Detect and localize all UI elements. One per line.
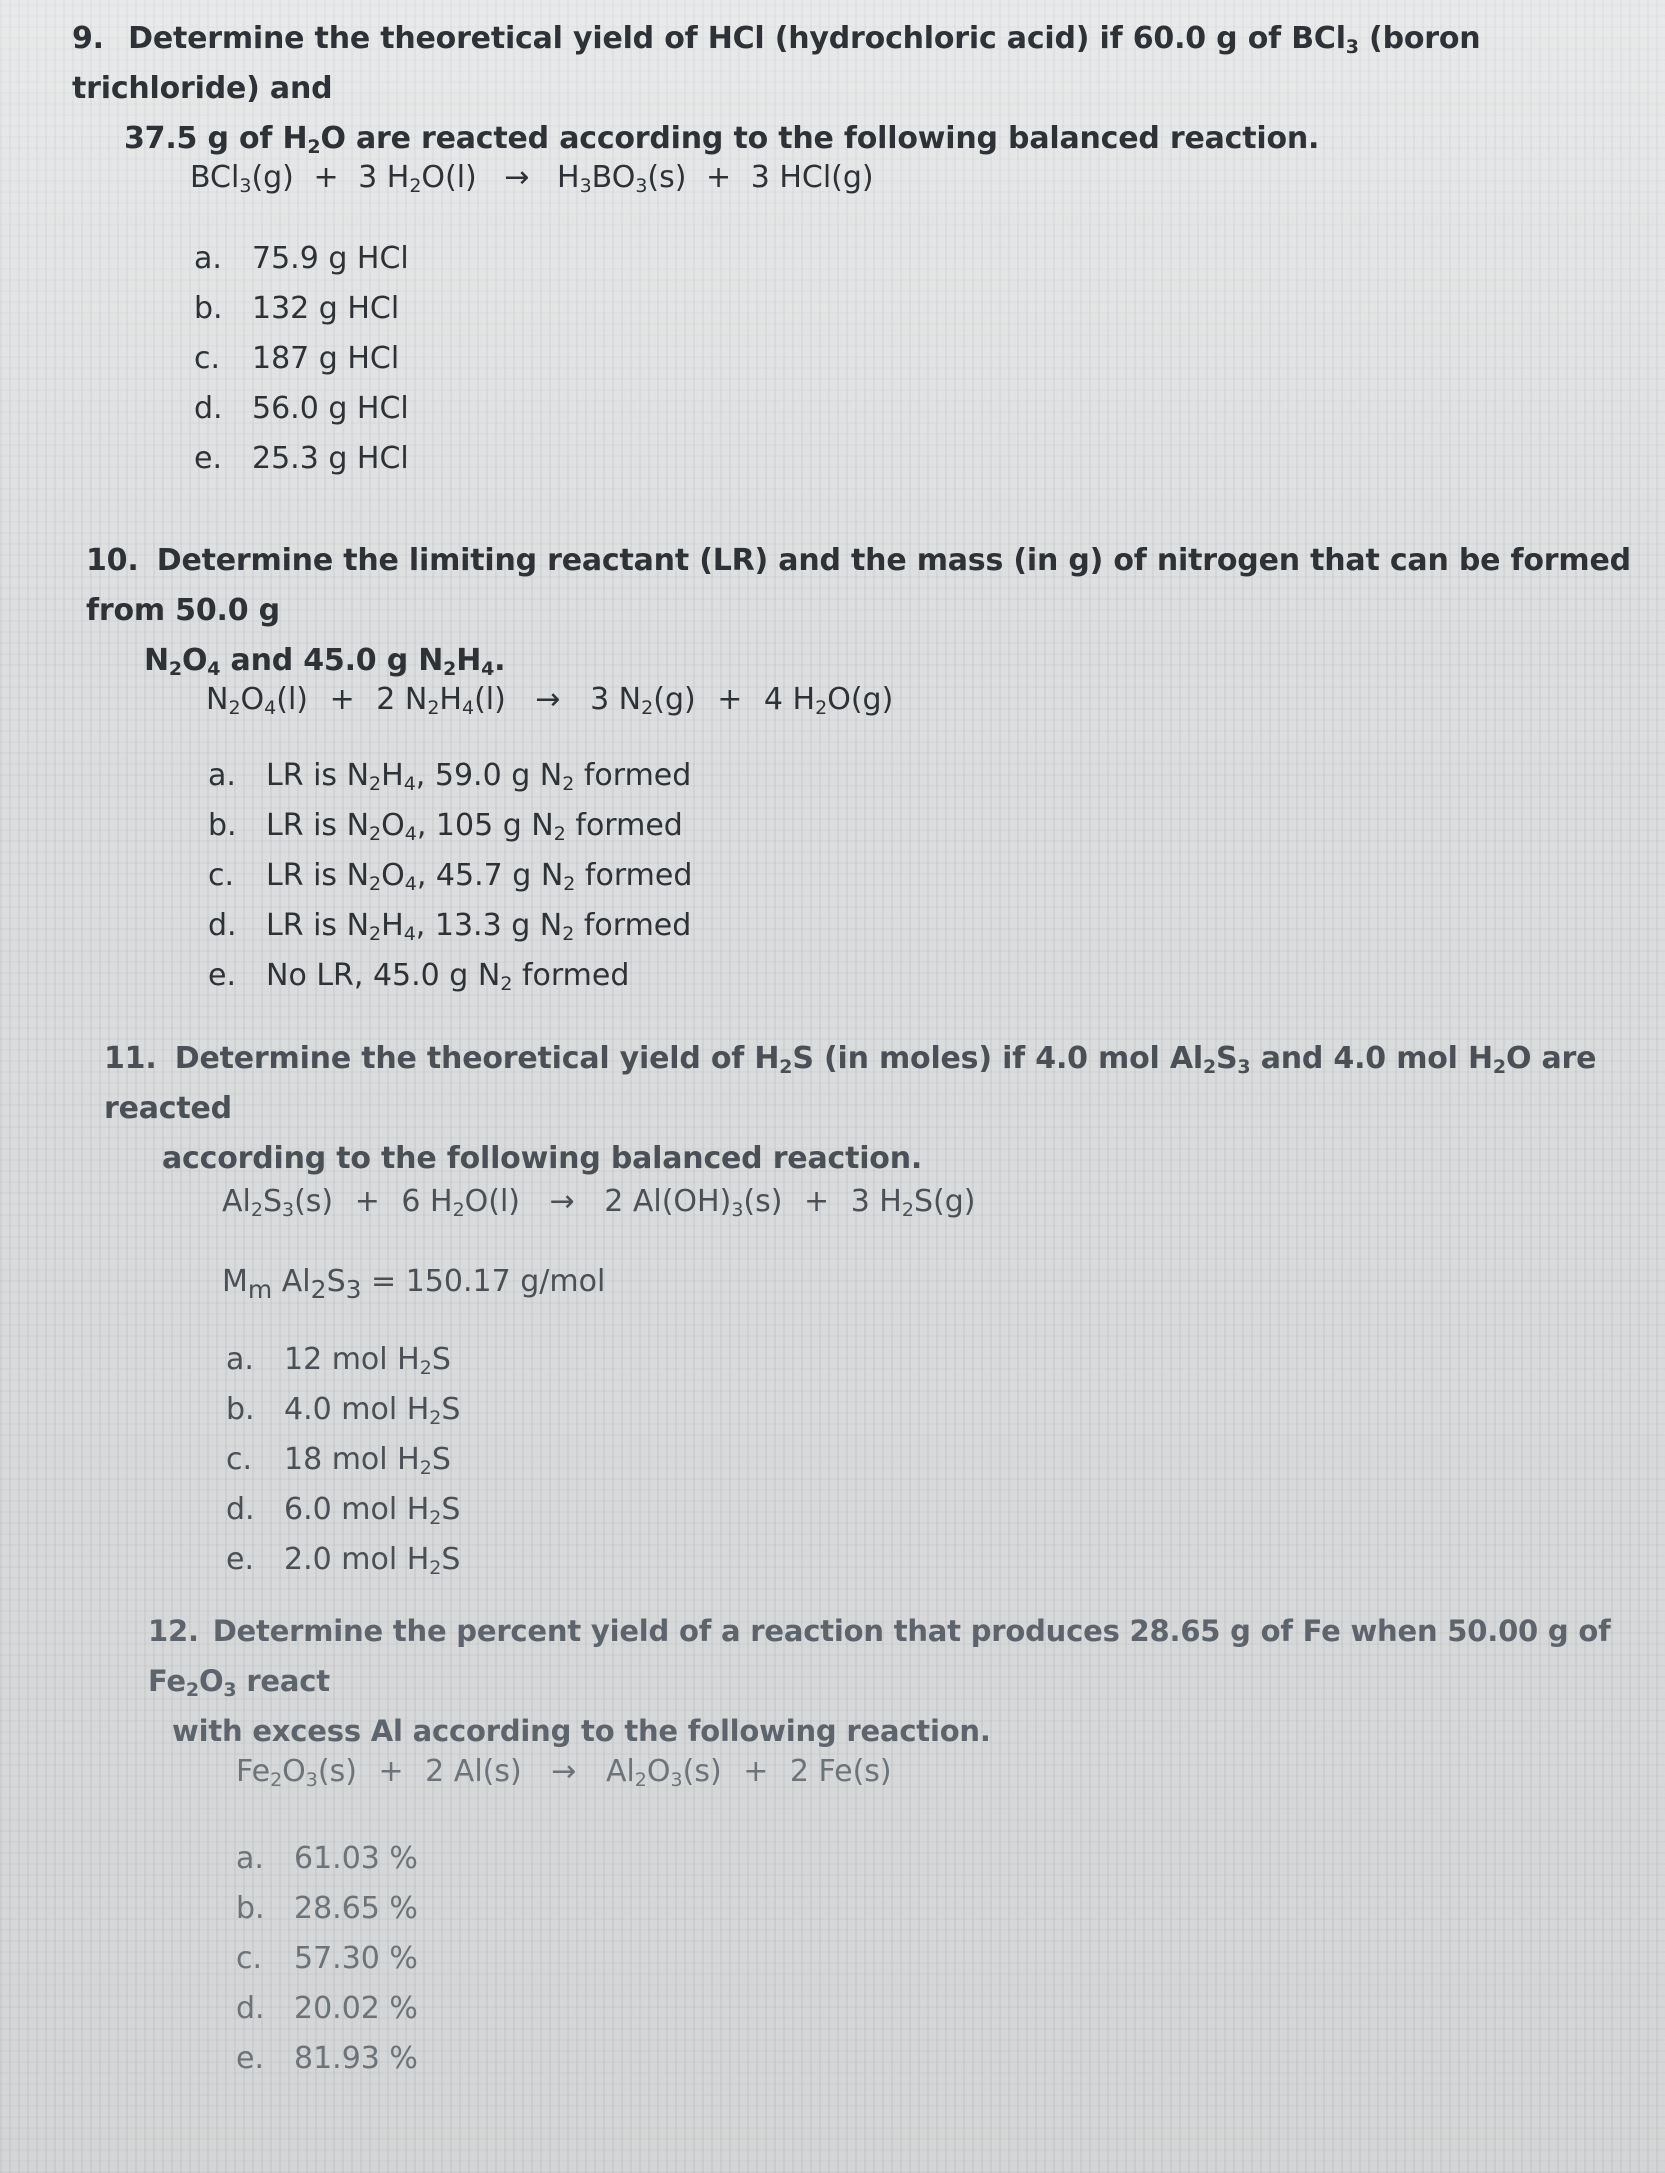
q10-option-e[interactable]: e. No LR, 45.0 g $N_2$ formed (208, 958, 630, 995)
question-10-equation: $N_2O_4(l) + 2$ $N_2H_4(l) \to 3$ $N_2(g) + 4$ $H_2O(g)$ (206, 682, 894, 719)
question-9-text-line1: Determine the theoretical yield of HCl (hydrochloric acid) if 60.0 g of BCl$_3$ (boron trichloride) and (72, 21, 1481, 106)
reaction-arrow-icon: → (549, 1184, 575, 1219)
reaction-arrow-icon: → (504, 160, 530, 195)
q10-option-c[interactable]: c. LR is $N_2O_4$, 45.7 g $N_2$ formed (208, 858, 693, 895)
question-12-text-line2: with excess Al according to the following reaction. (172, 1714, 991, 1748)
q11-option-b[interactable]: b. 4.0 mol $H_2S$ (226, 1392, 461, 1429)
question-12-text-line1: Determine the percent yield of a reaction that produces 28.65 g of Fe when 50.00 g of $Fe_2O_3$ react (148, 1614, 1611, 1701)
q12-option-d[interactable]: d. 20.02 % (236, 1991, 418, 2026)
q10-option-d[interactable]: d. LR is $N_2H_4$, 13.3 g $N_2$ formed (208, 908, 692, 945)
q9-option-e[interactable]: e. 25.3 g HCl (194, 441, 409, 476)
question-11-molar-mass: $M_m$ $Al_2S_3 = 150.17$ g/mol (222, 1264, 606, 1304)
q11-option-e[interactable]: e. 2.0 mol $H_2S$ (226, 1542, 461, 1579)
question-9-number: 9. (72, 21, 104, 56)
question-10-text-line1: Determine the limiting reactant (LR) and the mass (in g) of nitrogen that can be formed from 50.0 g (86, 543, 1631, 628)
q9-option-d[interactable]: d. 56.0 g HCl (194, 391, 409, 426)
question-10-options (208, 751, 692, 1001)
question-11 (104, 1034, 1644, 1184)
question-10 (86, 536, 1646, 686)
q12-option-b[interactable]: b. 28.65 % (236, 1891, 418, 1926)
question-12-number: 12. (148, 1614, 199, 1648)
q9-option-a[interactable]: a. 75.9 g HCl (194, 241, 409, 276)
reaction-arrow-icon: → (551, 1754, 577, 1789)
q10-option-a[interactable]: a. LR is $N_2H_4$, 59.0 g $N_2$ formed (208, 758, 692, 795)
question-10-text-line2: $N_2O_4$ and 45.0 g $N_2H_4$. (144, 643, 506, 680)
reaction-arrow-icon: → (535, 682, 561, 717)
q10-option-b[interactable]: b. LR is $N_2O_4$, 105 g $N_2$ formed (208, 808, 683, 845)
question-11-text-line2: according to the following balanced reaction. (162, 1141, 923, 1176)
q11-option-a[interactable]: a. 12 mol $H_2S$ (226, 1342, 451, 1379)
question-11-options (226, 1335, 460, 1585)
question-12 (148, 1606, 1648, 1756)
question-10-number: 10. (86, 543, 139, 578)
q9-option-c[interactable]: c. 187 g HCl (194, 341, 400, 376)
question-11-equation: $Al_2S_3(s) + 6$ $H_2O(l) \to 2$ $Al(OH)_3(s) + 3$ $H_2S(g)$ (222, 1184, 976, 1221)
question-9-options (194, 234, 409, 484)
question-12-equation: $Fe_2O_3(s) + 2$ $Al(s) \to Al_2O_3(s) + 2$ Fe(s) (236, 1754, 892, 1791)
question-12-options (236, 1834, 418, 2084)
q11-option-c[interactable]: c. 18 mol $H_2S$ (226, 1442, 451, 1479)
q11-option-d[interactable]: d. 6.0 mol $H_2S$ (226, 1492, 461, 1529)
q12-option-c[interactable]: c. 57.30 % (236, 1941, 418, 1976)
q9-option-b[interactable]: b. 132 g HCl (194, 291, 400, 326)
question-11-text-line1: Determine the theoretical yield of $H_2S$ (in moles) if 4.0 mol $Al_2S_3$ and 4.0 mol $H_2O$ are reacted (104, 1041, 1597, 1126)
q12-option-e[interactable]: e. 81.93 % (236, 2041, 418, 2076)
q12-option-a[interactable]: a. 61.03 % (236, 1841, 418, 1876)
question-11-number: 11. (104, 1041, 157, 1076)
question-9-text-line2: 37.5 g of $H_2O$ are reacted according to the following balanced reaction. (124, 121, 1320, 158)
question-9-equation: BCl$_3$(g) + 3 $H_2O(l) \to H_3BO_3(s) + 3$ HCl(g) (190, 160, 874, 197)
question-9 (72, 14, 1632, 164)
